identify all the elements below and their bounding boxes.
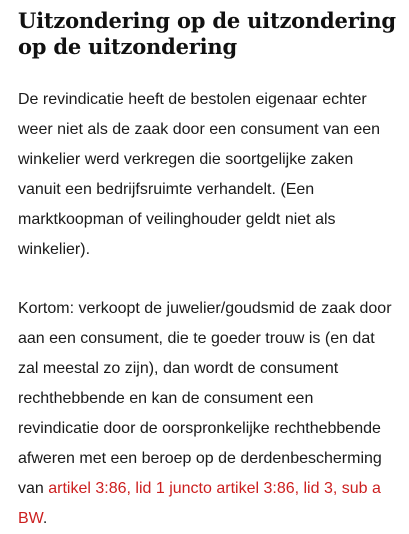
section-heading: Uitzondering op de uitzondering op de uitzondering xyxy=(18,8,396,59)
paragraph-kortom-end: . xyxy=(42,510,48,527)
paragraph-kortom-text: Kortom: verkoopt de juwelier/goudsmid de zaak door aan een consument, die te goeder trouw is (en dat zal meestal zo zijn), dan wordt de consument rechthebbende en kan de consument een revindicatie door de oorspronkelijke rechthebbende afweren met een beroep op de derdenbescherming van xyxy=(18,300,392,497)
paragraph-kortom xyxy=(18,294,398,534)
paragraph-revindicatie: De revindicatie heeft de bestolen eigenaar echter weer niet als de zaak door een consument van een winkelier werd verkregen die soortgelijke zaken vanuit een bedrijfsruimte verhandelt. (Een marktkoopman of veilinghouder geldt niet als winkelier). xyxy=(18,91,381,258)
article-content xyxy=(18,8,398,534)
law-article-link[interactable]: artikel 3:86, lid 1 juncto artikel 3:86, lid 3, sub a BW xyxy=(18,480,381,527)
